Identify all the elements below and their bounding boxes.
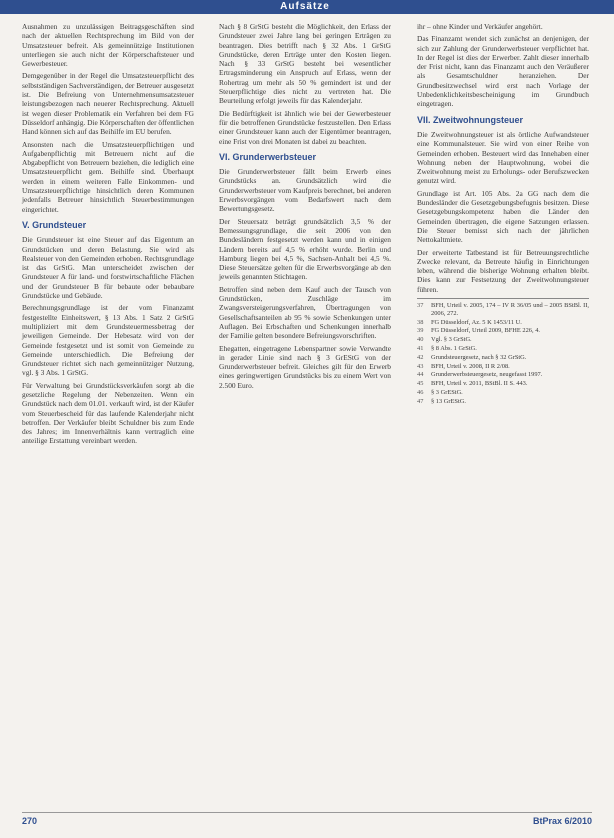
footnote: 47 § 13 GrEStG. xyxy=(417,397,466,405)
paragraph: Die Grunderwerbsteuer fällt beim Erwerb eines Grundstücks an. Grundsätzlich wird die Grunderwerbsteuer vom Kaufpreis berechnet, bei anderen Erwerbsvorgängen vom Bedarfswert nach dem Bewertungsgesetz. xyxy=(219,167,391,214)
paragraph: Die Bedürftigkeit ist ähnlich wie bei der Gewerbesteuer für die betroffenen Grundstücke festzustellen. Den Erlass einer Grundsteuer kann auch der Eigentümer beantragen, eine Frist von drei Monaten ist dabei zu beachten. xyxy=(219,108,391,146)
footnote: 40 Vgl. § 3 GrStG. xyxy=(417,336,472,344)
section-heading: VI. Grunderwerbsteuer xyxy=(219,151,317,162)
footnote: 45 BFH, Urteil v. 2011, BStBl. II S. 443. xyxy=(417,380,528,388)
footnote: 39 FG Düsseldorf, Urteil 2009, BFHE 226, 4. xyxy=(417,327,540,335)
page-number: 270 xyxy=(22,816,38,826)
paragraph: Die Grundsteuer ist eine Steuer auf das Eigentum an Grundstücken und deren Belastung. Sie wird als Realsteuer von den Gemeinden erhoben. Rechtsgrundlage ist das GrStG. Man unterscheidet zwischen der Grundsteuer A für land- und forstwirtschaftliche Flächen und der Grundsteuer B für bebaute oder bebaubare Grundstücke und Gebäude. xyxy=(22,235,194,301)
paragraph: Demgegenüber in der Regel die Umsatzsteuerpflicht des selbstständigen Sachverständigen, der Betreuer ausgesetzt ist. Die Befreiung von Unternehmensumsatzsteuer leistungsbezogen nach neuerer Rechtsprechung. Aktuell ist wegen dieser Problematik ein Verfahren bei dem FG Düsseldorf anhängig. Die Körperschaften der öffentlichen Hand können sich auf das Beihilfe im EU berufen. xyxy=(22,71,194,137)
paragraph: Ausnahmen zu unzulässigen Beitragsgeschäften sind nach der aktuellen Rechtsprechung im Bild von der Umsatzsteuer befreit. Als gemeinnützige Institutionen unterliegen sie auch nicht der Körperschaftsteuer und Gewerbesteuer. xyxy=(22,22,194,69)
paragraph: Der Steuersatz beträgt grundsätzlich 3,5 % der Bemessungsgrundlage, die seit 2006 von den Bundesländern festgesetzt werden kann und in einigen Ländern bereits auf 4,5 % erhöht wurde. Berlin und Hamburg liegen bei 4,5 %, Sachsen-Anhalt bei 4,5 %. Diese Steuersätze gelten für die Erwerbsvorgänge ab den jeweils genannten Stichtagen. xyxy=(219,216,391,282)
section-label: Aufsätze xyxy=(280,1,330,12)
paragraph: Für Verwaltung bei Grundstücksverkäufen sorgt ab die gesetzliche Regelung der Nebenzeiten. Wenn ein Grundstück nach dem 01.01. verkauft wird, ist der Käufer vom Steuerbescheid für das laufende Kalenderjahr nicht betroffen. Der Verkäufer bleibt Schuldner bis zum Ende des Jahres; im Innenverhältnis kann vertraglich eine anteilige Erstattung vereinbart werden. xyxy=(22,380,194,446)
footnote: 37 BFH, Urteil v. 2005, 174 – IV R 36/05 und – 2005 BStBl. II, 2006, 272. xyxy=(417,302,589,317)
paragraph: ihr – ohne Kinder und Verkäufer angehört. xyxy=(417,22,543,31)
footer-divider xyxy=(22,812,592,813)
paragraph: Grundlage ist Art. 105 Abs. 2a GG nach dem die Bundesländer die Gesetzgebungsbefugnis besitzen. Diese Gesetzgebungskompetenz haben die Länder den Gemeinden übertragen, die eigene Satzungen erlassen. Die Steuer bemisst sich nach der jährlichen Nettokaltmiete. xyxy=(417,188,589,245)
column-middle xyxy=(219,22,391,393)
footnote: 43 BFH, Urteil v. 2008, II R 2/08. xyxy=(417,362,510,370)
paragraph: Ansonsten nach die Umsatzsteuerpflichtigen und Aufgabenpflichtig mit Betreuern nicht auf die Abgabepflicht von Betreuern beziehen, die lediglich eine Umsatzsteuerpflicht gem. Beihilfe sind. Überhaupt werden in einem weiteren Falle Einkommen- und Umsatzsteuerpflichtige hinsichtlich deren Kommunen jedenfalls Betreuer hinsichtlich Steuerbestimmungen eingerichtet. xyxy=(22,139,194,214)
footnote: 42 Grundsteuergesetz, nach § 32 GrStG. xyxy=(417,353,527,361)
journal-issue: BtPrax 6/2010 xyxy=(532,816,592,826)
paragraph: Das Finanzamt wendet sich zunächst an denjenigen, der sich zur Zahlung der Grunderwerbsteuer verpflichtet hat. In der Regel ist dies der Erwerber. Zahlt dieser innerhalb der Frist nicht, kann das Finanzamt auch den Veräußerer als Gesamtschuldner heranziehen. Der Grundbesitzwechsel wird erst nach Vorlage der Unbedenklichkeitsbescheinigung im Grundbuch eingetragen. xyxy=(417,34,589,109)
paragraph: Nach § 8 GrStG besteht die Möglichkeit, den Erlass der Grundsteuer zwei Jahre lang bei geringen Erträgen zu beantragen. Dies betrifft nach § 32 Abs. 1 GrStG Grundstücke, deren Erträge unter den Kosten liegen. Nach § 33 GrStG besteht bei wesentlicher Ertragsminderung ein Anspruch auf Erlass, wenn der Rohertrag um mehr als 50 % gemindert ist und der Steuerpflichtige dies nicht zu vertreten hat. Die Beurteilung erfolgt jeweils für das Kalenderjahr. xyxy=(219,22,391,106)
footnotes xyxy=(417,298,589,406)
section-heading: VII. Zweitwohnungsteuer xyxy=(417,114,524,125)
footnote: 44 Grunderwerbsteuergesetz, neugefasst 1997. xyxy=(417,371,543,379)
footnote: 46 § 3 GrEStG. xyxy=(417,388,463,396)
paragraph: Berechnungsgrundlage ist der vom Finanzamt festgestellte Einheitswert, § 13 Abs. 1 Satz 2 GrStG multipliziert mit dem Grundsteuermessbetrag der jeweiligen Gemeinde. Der Hebesatz wird von der Gemeinde festgesetzt und ist somit von Gemeinde zu Gemeinde unterschiedlich. Die Befreiung der Grundsteuer richtet sich nach gemeinnütziger Nutzung, vgl. § 3 Abs. 1 GrStG. xyxy=(22,303,194,378)
paragraph: Ehegatten, eingetragene Lebenspartner sowie Verwandte in gerader Linie sind nach § 3 GrEStG von der Grunderwerbsteuer befreit. Gleiches gilt für den Erwerb eines geringwertigen Grundstücks bis zu einem Wert von 2.500 Euro. xyxy=(219,343,391,390)
paragraph: Die Zweitwohnungsteuer ist als örtliche Aufwandsteuer eine Kommunalsteuer. Sie wird von einer Reihe von Gemeinden erhoben. Besteuert wird das Innehaben einer Wohnung neben der Hauptwohnung, wobei die Zweitwohnung meist zu Erholungs- oder Berufszwecken genutzt wird. xyxy=(417,129,589,186)
section-heading: V. Grundsteuer xyxy=(22,219,87,230)
paragraph: Der erweiterte Tatbestand ist für Betreuungsrechtliche Zwecke relevant, da Betreute häufig in Einrichtungen leben, während die bisherige Wohnung erhalten bleibt. Dies kann zur Festsetzung der Zweitwohnungsteuer führen. xyxy=(417,247,589,294)
column-left xyxy=(22,22,194,449)
column-right xyxy=(417,22,589,407)
footnote: 38 FG Düsseldorf, Az. 5 K 1453/11 U. xyxy=(417,318,522,326)
footnote: 41 § 8 Abs. 1 GrStG. xyxy=(417,345,477,352)
paragraph: Betroffen sind neben dem Kauf auch der Tausch von Grundstücken, Zuschläge im Zwangsversteigerungsverfahren, Übertragungen von Gesellschaftsanteilen ab 95 % sowie Schenkungen unter Auflagen. Bei Erbschaften und Schenkungen innerhalb der Familie gelten besondere Befreiungsvorschriften. xyxy=(219,284,391,341)
